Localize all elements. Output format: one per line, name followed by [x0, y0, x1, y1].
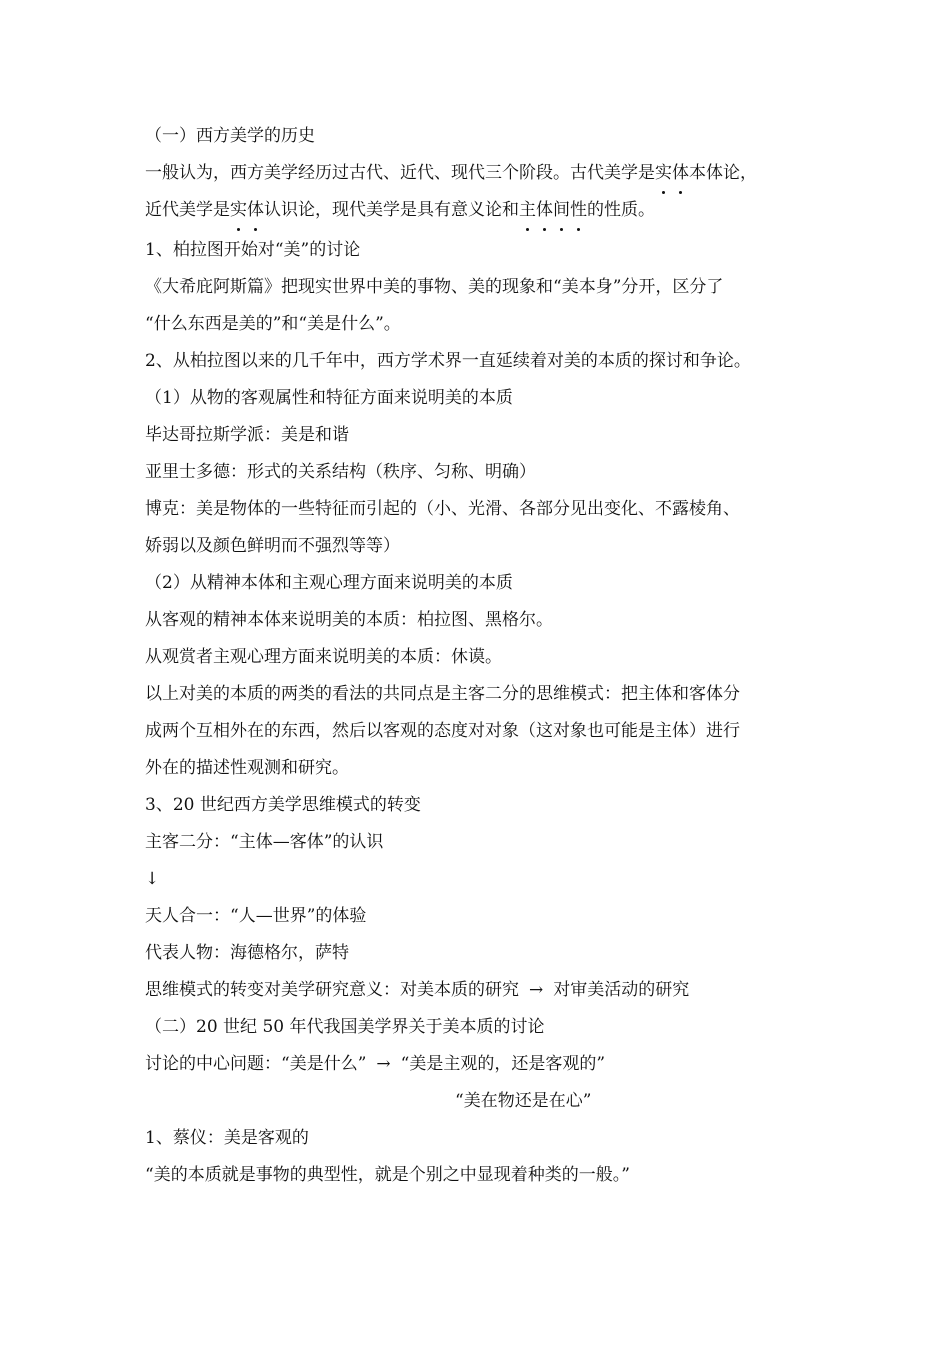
down-arrow-icon: ↓: [145, 869, 160, 889]
paragraph-line: 外在的描述性观测和研究。: [145, 758, 349, 778]
document-body: [145, 118, 817, 1194]
paragraph-line: 主客二分：“主体—客体”的认识: [145, 832, 384, 852]
paragraph-line: 娇弱以及颜色鲜明而不强烈等等）: [145, 536, 400, 556]
text-run: 思维模式的转变对美学研究意义：对美本质的研究: [145, 980, 519, 1000]
right-arrow-icon: →: [376, 1054, 391, 1074]
subsection-title-cai-yi: 1、蔡仪：美是客观的: [145, 1128, 309, 1148]
text-run: 的性质。: [587, 200, 655, 220]
text-run: 近代美学是: [145, 200, 230, 220]
emphasis-char: 实: [230, 192, 247, 229]
paragraph-line: 毕达哥拉斯学派：美是和谐: [145, 425, 349, 445]
section-heading-chinese-debate: （二）20 世纪 50 年代我国美学界关于美本质的讨论: [145, 1017, 545, 1037]
emphasis-char: 间: [553, 192, 570, 229]
paragraph-line: 从观赏者主观心理方面来说明美的本质：休谟。: [145, 647, 502, 667]
emphasis-char: 实: [655, 155, 672, 192]
paragraph-line: 天人合一：“人—世界”的体验: [145, 906, 367, 926]
emphasis-char: 体: [672, 155, 689, 192]
text-run: 本体论，: [689, 163, 757, 183]
paragraph-line: 以上对美的本质的两类的看法的共同点是主客二分的思维模式：把主体和客体分: [145, 684, 740, 704]
emphasis-char: 体: [536, 192, 553, 229]
right-arrow-icon: →: [529, 980, 544, 1000]
paragraph-line: “美在物还是在心”: [455, 1091, 592, 1111]
paragraph-line: [145, 1046, 817, 1083]
subsection-title-20th-century: 3、20 世纪西方美学思维模式的转变: [145, 795, 421, 815]
sub-heading-subjective: （2）从精神本体和主观心理方面来说明美的本质: [145, 573, 513, 593]
quote-line: “美的本质就是事物的典型性，就是个别之中显现着种类的一般。”: [145, 1165, 630, 1185]
text-run: 一般认为，西方美学经历过古代、近代、现代三个阶段。古代美学是: [145, 163, 655, 183]
text-run: 认识论，现代美学是具有意义论和: [264, 200, 519, 220]
emphasis-char: 性: [570, 192, 587, 229]
text-run: 讨论的中心问题：“美是什么”: [145, 1054, 367, 1074]
paragraph-line: 《大希庇阿斯篇》把现实世界中美的事物、美的现象和“美本身”分开，区分了: [145, 277, 724, 297]
paragraph-line: 成两个互相外在的东西，然后以客观的态度对对象（这对象也可能是主体）进行: [145, 721, 740, 741]
section-heading-western-aesthetics: （一）西方美学的历史: [145, 126, 315, 146]
sub-heading-objective: （1）从物的客观属性和特征方面来说明美的本质: [145, 388, 513, 408]
subsection-title-plato: 1、柏拉图开始对“美”的讨论: [145, 240, 361, 260]
paragraph-line: “什么东西是美的”和“美是什么”。: [145, 314, 401, 334]
emphasis-char: 主: [519, 192, 536, 229]
paragraph-line: 博克：美是物体的一些特征而引起的（小、光滑、各部分见出变化、不露棱角、: [145, 499, 740, 519]
paragraph-line: [145, 192, 817, 229]
paragraph-line: 从客观的精神本体来说明美的本质：柏拉图、黑格尔。: [145, 610, 553, 630]
paragraph-line: [145, 155, 817, 192]
paragraph-line: 亚里士多德：形式的关系结构（秩序、匀称、明确）: [145, 462, 536, 482]
text-run: 对审美活动的研究: [553, 980, 690, 1000]
paragraph-line: [145, 972, 817, 1009]
emphasis-char: 体: [247, 192, 264, 229]
subsection-title-debate: 2、从柏拉图以来的几千年中，西方学术界一直延续着对美的本质的探讨和争论。: [145, 351, 751, 371]
text-run: “美是主观的，还是客观的”: [400, 1054, 606, 1074]
paragraph-line: 代表人物：海德格尔，萨特: [145, 943, 349, 963]
